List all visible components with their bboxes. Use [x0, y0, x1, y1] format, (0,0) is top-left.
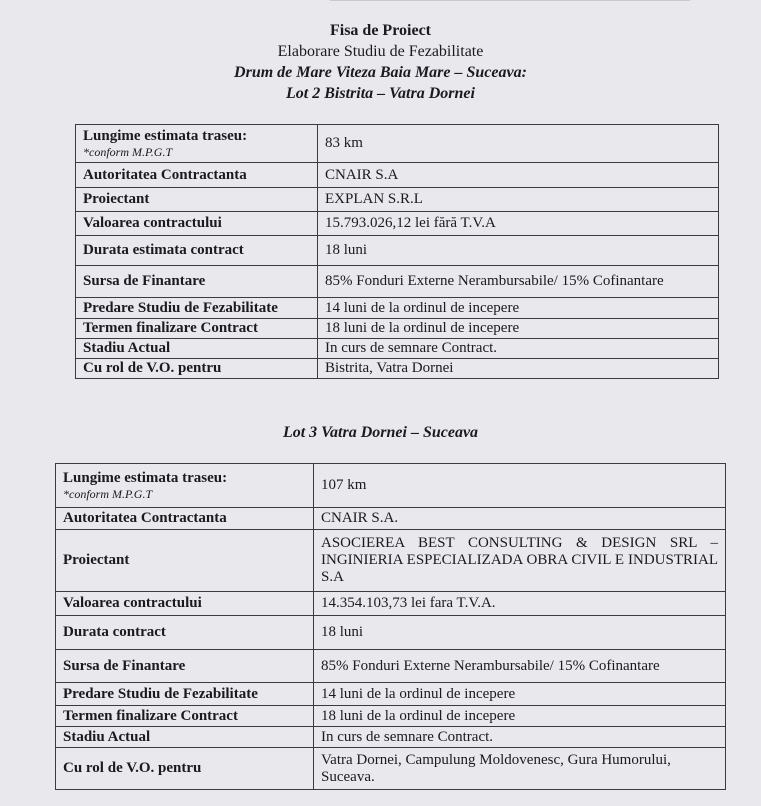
funding-label: Sursa de Finantare [76, 266, 318, 298]
contract-value-label: Valoarea contractului [76, 212, 318, 236]
length-value: 107 km [314, 464, 726, 508]
status-value: In curs de semnare Contract. [318, 339, 719, 359]
status-value: In curs de semnare Contract. [314, 727, 726, 748]
duration-label: Durata estimata contract [76, 236, 318, 266]
status-label: Stadiu Actual [56, 727, 314, 748]
document-title: Fisa de Proiect [329, 22, 431, 39]
road-title: Drum de Mare Viteza Baia Mare – Suceava: [234, 64, 527, 81]
top-divider [330, 0, 690, 1]
table-row [76, 212, 719, 236]
deadline-label: Termen finalizare Contract [56, 706, 314, 727]
table-row [56, 683, 726, 706]
lot3-title: Lot 3 Vatra Dornei – Suceava [282, 424, 479, 441]
vo-value: Bistrita, Vatra Dornei [318, 359, 719, 379]
lot2-table [75, 124, 719, 379]
table-row [56, 592, 726, 616]
table-row [56, 727, 726, 748]
table-row [56, 530, 726, 592]
designer-value: EXPLAN S.R.L [318, 188, 719, 212]
table-row [56, 464, 726, 508]
table-row [76, 188, 719, 212]
delivery-value: 14 luni de la ordinul de incepere [314, 683, 726, 706]
table-row [56, 508, 726, 530]
table-row [76, 359, 719, 379]
table-row [56, 748, 726, 790]
contract-value: 14.354.103,73 lei fara T.V.A. [314, 592, 726, 616]
delivery-label: Predare Studiu de Fezabilitate [76, 298, 318, 319]
table-row [76, 125, 719, 163]
delivery-value: 14 luni de la ordinul de incepere [318, 298, 719, 319]
authority-label: Autoritatea Contractanta [56, 508, 314, 530]
lot2-title: Lot 2 Bistrita – Vatra Dornei [286, 85, 475, 102]
table-row [76, 163, 719, 188]
table-row [56, 706, 726, 727]
document-subtitle: Elaborare Studiu de Fezabilitate [277, 43, 484, 60]
designer-label: Proiectant [56, 530, 314, 592]
status-label: Stadiu Actual [76, 339, 318, 359]
vo-label: Cu rol de V.O. pentru [56, 748, 314, 790]
funding-value: 85% Fonduri Externe Nerambursabile/ 15% Cofinantare [314, 650, 726, 683]
authority-value: CNAIR S.A. [314, 508, 726, 530]
length-label: Lungime estimata traseu: [83, 128, 248, 144]
table-row [76, 236, 719, 266]
authority-value: CNAIR S.A [318, 163, 719, 188]
table-row [76, 319, 719, 339]
contract-value-label: Valoarea contractului [56, 592, 314, 616]
duration-label: Durata contract [56, 616, 314, 650]
funding-label: Sursa de Finantare [56, 650, 314, 683]
table-row [56, 650, 726, 683]
designer-label: Proiectant [76, 188, 318, 212]
contract-value: 15.793.026,12 lei fără T.V.A [318, 212, 719, 236]
deadline-value: 18 luni de la ordinul de incepere [318, 319, 719, 339]
table-row [56, 616, 726, 650]
designer-value: ASOCIEREA BEST CONSULTING & DESIGN SRL – INGINIERIA ESPECIALIZADA OBRA CIVIL E INDUSTRIAL S.A [314, 530, 726, 592]
length-label: Lungime estimata traseu: [63, 470, 228, 486]
row-label [76, 125, 318, 163]
deadline-label: Termen finalizare Contract [76, 319, 318, 339]
table-row [76, 266, 719, 298]
length-note: *conform M.P.G.T [83, 145, 173, 159]
vo-label: Cu rol de V.O. pentru [76, 359, 318, 379]
lot3-table [55, 463, 726, 790]
authority-label: Autoritatea Contractanta [76, 163, 318, 188]
funding-value: 85% Fonduri Externe Nerambursabile/ 15% Cofinantare [318, 266, 719, 298]
table-row [76, 298, 719, 319]
row-label [56, 464, 314, 508]
vo-value: Vatra Dornei, Campulung Moldovenesc, Gura Humorului, Suceava. [314, 748, 726, 790]
duration-value: 18 luni [318, 236, 719, 266]
deadline-value: 18 luni de la ordinul de incepere [314, 706, 726, 727]
length-note: *conform M.P.G.T [63, 487, 153, 501]
table-row [76, 339, 719, 359]
duration-value: 18 luni [314, 616, 726, 650]
length-value: 83 km [318, 125, 719, 163]
delivery-label: Predare Studiu de Fezabilitate [56, 683, 314, 706]
